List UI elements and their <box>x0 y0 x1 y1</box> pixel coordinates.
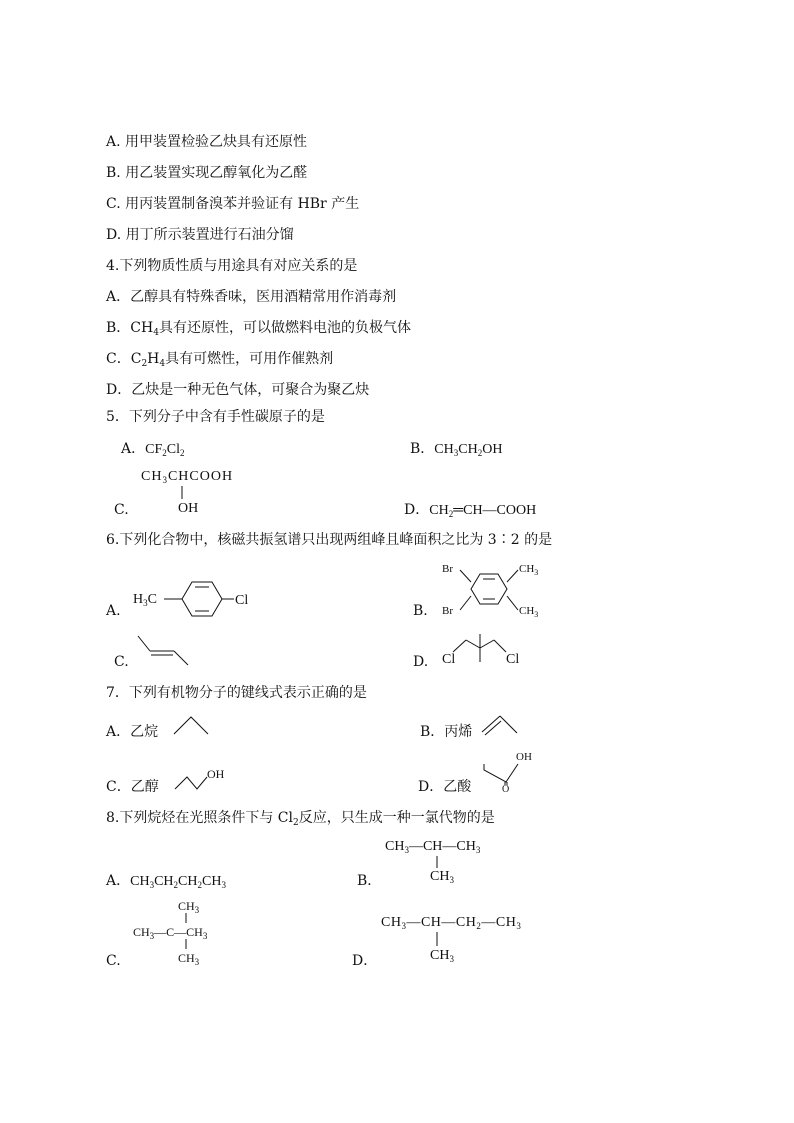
svg-text:CH3: $CH_3$ <box>519 605 539 619</box>
q6-d-structure <box>440 630 530 670</box>
q4-option-b: B．$CH_4$具有还原性，可以做燃料电池的负极气体 <box>106 320 411 338</box>
q6-c-structure <box>136 634 192 668</box>
q7-option-a-label: A．乙烷 <box>106 724 159 740</box>
q5-c-oh: OH <box>178 501 199 516</box>
q8-c-formula-mid: $CH_3—C—CH_3$ <box>133 925 208 941</box>
q8-c-bond-bottom <box>185 939 187 951</box>
q4-option-d: D．乙炔是一种无色气体，可聚合为聚乙炔 <box>106 382 370 398</box>
q7-c-structure <box>173 763 233 793</box>
q3-option-b: B. 用乙装置实现乙醇氧化为乙醛 <box>106 165 308 181</box>
q5-stem: 5．下列分子中含有手性碳原子的是 <box>106 409 325 425</box>
q7-a-structure <box>172 714 212 736</box>
q8-c-formula-top: $CH_3$ <box>178 899 200 915</box>
svg-text:O: O <box>502 784 510 795</box>
svg-text:Cl: Cl <box>442 652 456 667</box>
q8-d-bond <box>436 932 438 948</box>
q8-stem: 8.下列烷烃在光照条件下与 $Cl_2$反应，只生成一种一氯代物的是 <box>106 810 495 828</box>
q4-option-a: A．乙醇具有特殊香味，医用酒精常用作消毒剂 <box>106 289 397 305</box>
q7-option-b-label: B．丙烯 <box>420 724 473 740</box>
svg-text:Br: Br <box>442 563 453 575</box>
q5-option-c-label: C. <box>114 502 129 518</box>
q8-b-formula-top: $CH_3—CH—CH_3$ <box>385 839 481 855</box>
q5-c-bond <box>181 486 183 500</box>
q5-option-a: A．$CF_2Cl_2$ <box>121 441 185 458</box>
q6-option-a-label: A. <box>106 603 121 619</box>
q5-option-d: D．$CH_2═CH—COOH$ <box>404 502 537 519</box>
q7-stem: 7．下列有机物分子的键线式表示正确的是 <box>106 685 367 701</box>
q7-d-structure <box>482 748 542 794</box>
svg-text:Br: Br <box>442 605 453 617</box>
svg-text:OH: OH <box>516 751 532 763</box>
q8-d-formula-bottom: $CH_3$ <box>430 948 454 964</box>
q6-a-structure <box>130 578 270 620</box>
q8-b-bond <box>436 856 438 870</box>
svg-text:CH3: $CH_3$ <box>519 563 539 577</box>
svg-text:Cl: Cl <box>506 652 520 667</box>
q8-c-formula-bottom: $CH_3$ <box>178 951 200 967</box>
q3-option-d: D. 用丁所示装置进行石油分馏 <box>106 227 294 243</box>
q5-option-b: B．$CH_3CH_2OH$ <box>410 441 503 458</box>
q6-option-d-label: D. <box>413 654 429 670</box>
q4-option-c: C．$C_2H_4$具有可燃性，可用作催熟剂 <box>106 351 334 369</box>
q8-option-d-label: D． <box>352 953 378 969</box>
q3-option-c: C. 用丙装置制备溴苯并验证有 HBr 产生 <box>106 196 360 212</box>
q7-option-d-label: D．乙酸 <box>418 779 472 795</box>
q4-stem: 4.下列物质性质与用途具有对应关系的是 <box>106 258 358 274</box>
svg-text:Cl: Cl <box>235 593 249 608</box>
q7-b-structure <box>480 710 520 736</box>
q8-d-formula-top: $CH_3—CH—CH_2—CH_3$ <box>381 915 522 931</box>
q8-option-c-label: C. <box>106 953 121 969</box>
q7-option-c-label: C．乙醇 <box>106 779 159 795</box>
q6-stem: 6.下列化合物中，核磁共振氢谱只出现两组峰且峰面积之比为 3∶2 的是 <box>106 532 553 548</box>
q8-b-formula-bottom: $CH_3$ <box>430 869 454 885</box>
q6-option-c-label: C. <box>114 654 129 670</box>
q5-c-formula-top: $CH_3CHCOOH$ <box>141 469 234 485</box>
svg-text:OH: OH <box>207 767 225 781</box>
q8-option-a: A．$CH_3CH_2CH_2CH_3$ <box>106 873 226 890</box>
svg-text:H3C: $H_3C$ <box>133 592 157 608</box>
q3-option-a: A. 用甲装置检验乙炔具有还原性 <box>106 134 308 150</box>
q6-option-b-label: B. <box>413 603 428 619</box>
q8-option-b-label: B． <box>357 873 382 889</box>
q8-c-bond-top <box>185 913 187 925</box>
q6-b-structure <box>440 560 540 620</box>
